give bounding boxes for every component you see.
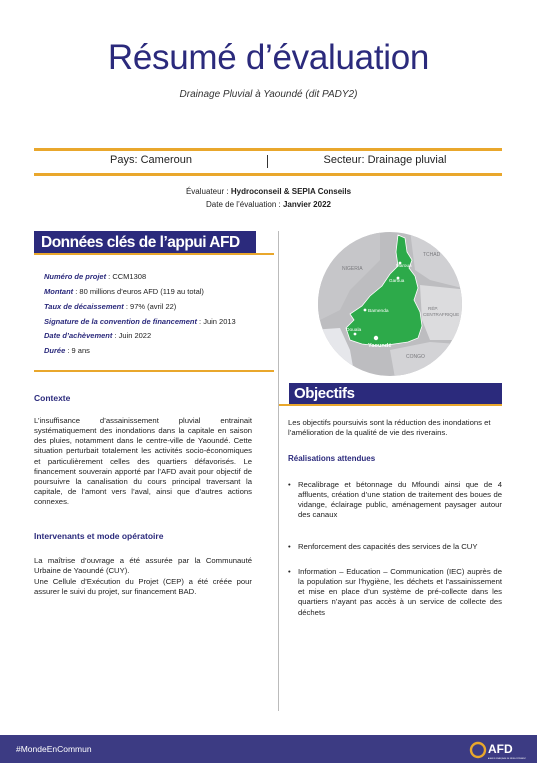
key-data-heading-box bbox=[34, 231, 256, 253]
column-divider bbox=[278, 231, 279, 711]
bullet-icon: • bbox=[288, 480, 291, 489]
list-item bbox=[288, 567, 502, 627]
key-data-heading: Données clés de l’appui AFD bbox=[41, 234, 240, 251]
map-label-maroua: Maroua bbox=[396, 263, 412, 268]
key-value-achevement: : Juin 2022 bbox=[112, 331, 152, 340]
objectifs-underline bbox=[279, 404, 502, 406]
key-label-montant: Montant bbox=[44, 287, 74, 296]
afd-logo-text: AFD bbox=[488, 742, 513, 756]
footer-hashtag: #MondeEnCommun bbox=[16, 744, 92, 754]
map-dot-douala bbox=[354, 333, 357, 336]
objectifs-heading-box bbox=[289, 383, 502, 404]
intervenants-text-1: La maîtrise d’ouvrage a été assurée par la Communauté Urbaine de Yaoundé (CUY). bbox=[34, 556, 252, 576]
afd-logo bbox=[469, 738, 529, 762]
pays-label: Pays: bbox=[110, 154, 141, 166]
bullet-text: Information – Education – Communication (IEC) auprès de la population sur l’hygiène, les déchets et l’assainissement et mise en place d’un système de pré-collecte dans les quartiers n’ayant pas accès à un service de collecte des déchets bbox=[298, 567, 502, 617]
key-label-achevement: Date d’achèvement bbox=[44, 331, 113, 340]
bullet-icon: • bbox=[288, 542, 291, 551]
key-data-item bbox=[44, 346, 90, 355]
key-value-taux: : 97% (avril 22) bbox=[123, 302, 177, 311]
key-data-item bbox=[44, 302, 176, 311]
map-label-douala: Douala bbox=[346, 328, 362, 333]
map-label-garoua: Garoua bbox=[389, 278, 405, 283]
date-label: Date de l’évaluation : bbox=[206, 200, 283, 209]
key-label-taux: Taux de décaissement bbox=[44, 302, 124, 311]
key-value-duree: : 9 ans bbox=[65, 346, 90, 355]
pays-value: Cameroun bbox=[140, 154, 192, 166]
intervenants-text-2: Une Cellule d’Exécution du Projet (CEP) a été créée pour assurer le suivi du projet, sur financement BAD. bbox=[34, 577, 252, 597]
summary-bottom-border bbox=[34, 173, 502, 176]
realisations-heading: Réalisations attendues bbox=[288, 454, 376, 463]
bullet-text: Recalibrage et bétonnage du Mfoundi ainsi que de 4 affluents, création d’une station de traitement des boues de vidange, éclairage public, aménagement paysager autour des canaux bbox=[298, 480, 502, 520]
bullet-icon: • bbox=[288, 567, 291, 576]
key-data-bottom-border bbox=[34, 370, 274, 372]
key-label-signature: Signature de la convention de financement bbox=[44, 317, 197, 326]
list-item bbox=[288, 480, 502, 530]
bullet-text: Renforcement des capacités des services de la CUY bbox=[298, 542, 478, 551]
pays-cell bbox=[34, 154, 268, 166]
evaluateur-line bbox=[0, 187, 537, 196]
key-data-item bbox=[44, 272, 146, 281]
map-label-congo: CONGO bbox=[406, 354, 425, 360]
secteur-value: Drainage pluvial bbox=[367, 154, 447, 166]
objectifs-heading: Objectifs bbox=[294, 385, 355, 402]
page-subtitle: Drainage Pluvial à Yaoundé (dit PADY2) bbox=[179, 89, 358, 100]
secteur-label: Secteur: bbox=[323, 154, 368, 166]
key-data-item bbox=[44, 331, 151, 340]
key-data-top-border bbox=[34, 253, 274, 255]
key-data-item bbox=[44, 287, 204, 296]
secteur-cell bbox=[268, 154, 502, 166]
contexte-text: L’insuffisance d’assainissement pluvial entrainait systématiquement des inondations dans la capitale en saison des pluies, notamment dans le centre-ville de Yaoundé. Cette situation perturbait totalement les activités socio-économiques et particulièrement celles des quartiers défavorisés. Le financement souverain apporté par l’AFD avait pour objectif de poursuivre la canalisation du cours principal traversant la capitale, de l’amont vers l’aval, ainsi que d’autres actions connexes. bbox=[34, 416, 252, 507]
key-label-numero: Numéro de projet bbox=[44, 272, 107, 281]
map-dot-yaounde bbox=[374, 336, 378, 340]
evaluateur-label: Évaluateur : bbox=[185, 187, 231, 196]
date-evaluation-line bbox=[0, 200, 537, 209]
key-value-signature: : Juin 2013 bbox=[196, 317, 236, 326]
key-data-item bbox=[44, 317, 236, 326]
map-dot-bamenda bbox=[364, 309, 367, 312]
cameroon-map bbox=[310, 230, 470, 378]
date-value: Janvier 2022 bbox=[282, 200, 331, 209]
map-label-tchad: TCHAD bbox=[423, 252, 441, 258]
list-item bbox=[288, 542, 502, 556]
footer-bar bbox=[0, 735, 537, 763]
afd-logo-ring-icon bbox=[471, 743, 485, 757]
map-label-bamenda: Bamenda bbox=[368, 309, 389, 314]
afd-logo-subtext: AGENCE FRANÇAISE DE DÉVELOPPEMENT bbox=[488, 758, 526, 760]
contexte-heading: Contexte bbox=[34, 393, 71, 403]
map-label-yaounde: Yaoundé bbox=[368, 343, 392, 349]
key-value-numero: : CCM1308 bbox=[106, 272, 147, 281]
summary-row bbox=[34, 154, 502, 170]
evaluateur-value: Hydroconseil & SEPIA Conseils bbox=[230, 187, 352, 196]
objectifs-text: Les objectifs poursuivis sont la réduction des inondations et l’amélioration de la qualité de vie des riverains. bbox=[288, 418, 491, 438]
intervenants-heading: Intervenants et mode opératoire bbox=[34, 531, 164, 541]
key-value-montant: : 80 millions d’euros AFD (119 au total) bbox=[73, 287, 204, 296]
page-title: Résumé d’évaluation bbox=[107, 38, 430, 77]
summary-top-border bbox=[34, 148, 502, 151]
map-label-nigeria: NIGERIA bbox=[342, 266, 363, 272]
key-label-duree: Durée bbox=[44, 346, 66, 355]
map-label-rca: RÉP. CENTRAFRIQUE bbox=[423, 306, 460, 317]
